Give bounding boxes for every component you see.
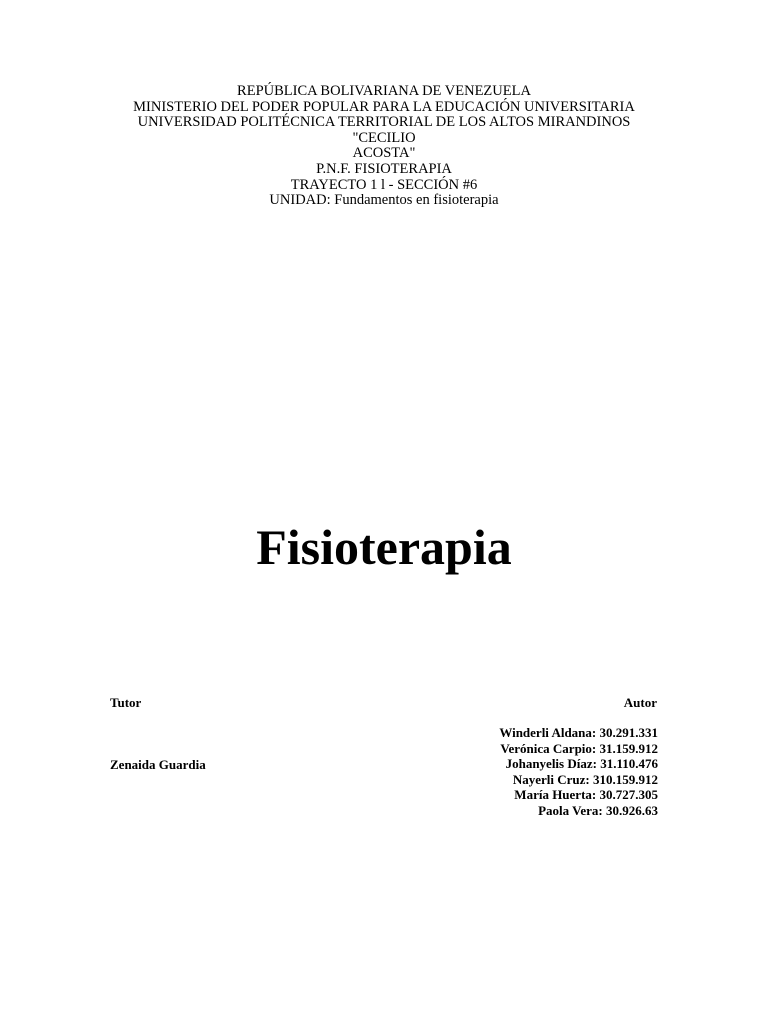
header-line-cecilio: "CECILIO xyxy=(352,129,416,146)
autor-item: Nayerli Cruz: 310.159.912 xyxy=(512,771,658,787)
header-line-republic: REPÚBLICA BOLIVARIANA DE VENEZUELA xyxy=(237,83,531,99)
header-line-acosta: ACOSTA" xyxy=(352,145,416,162)
document-title: Fisioterapia xyxy=(256,519,512,575)
autor-item: María Huerta: 30.727.305 xyxy=(514,787,658,803)
autor-item: Paola Vera: 30.926.63 xyxy=(538,802,658,818)
tutor-label: Tutor xyxy=(110,695,142,710)
autor-item: Winderli Aldana: 30.291.331 xyxy=(499,725,658,740)
autor-label: Autor xyxy=(623,695,657,710)
autor-list xyxy=(499,725,658,819)
tutor-name: Zenaida Guardia xyxy=(110,757,206,772)
institution-header xyxy=(0,84,768,209)
autor-item: Verónica Carpio: 31.159.912 xyxy=(500,740,658,756)
header-line-ministry: MINISTERIO DEL PODER POPULAR PARA LA EDUCACIÓN UNIVERSITARIA xyxy=(133,98,635,115)
header-line-university: UNIVERSIDAD POLITÉCNICA TERRITORIAL DE LOS ALTOS MIRANDINOS xyxy=(137,114,631,131)
header-line-section: TRAYECTO 1 l - SECCIÓN #6 xyxy=(290,176,478,193)
header-line-program: P.N.F. FISIOTERAPIA xyxy=(316,160,452,177)
autor-item: Johanyelis Díaz: 31.110.476 xyxy=(505,756,658,772)
header-line-unit: UNIDAD: Fundamentos en fisioterapia xyxy=(269,192,499,209)
